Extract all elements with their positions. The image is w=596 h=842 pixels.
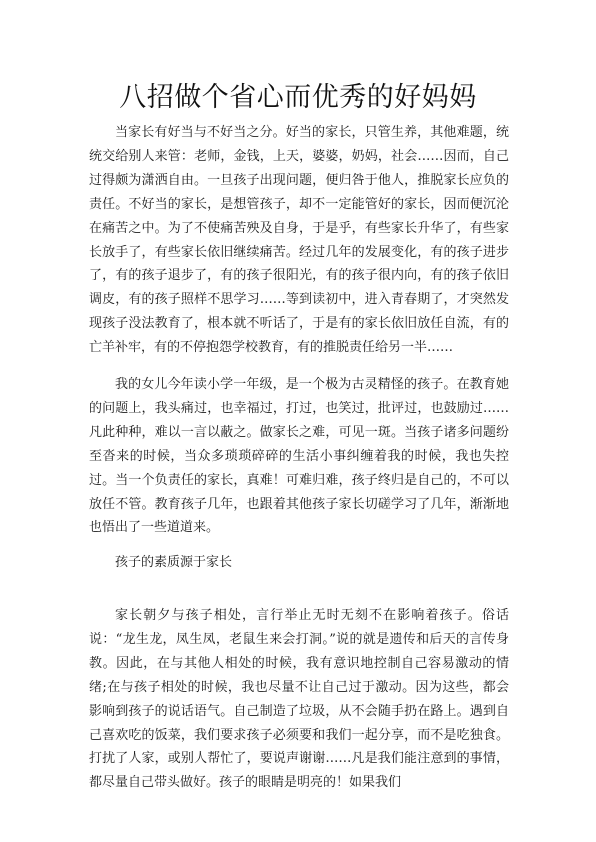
section-heading: 孩子的素质源于家长: [115, 555, 233, 570]
document-title: 八招做个省心而优秀的好妈妈: [119, 82, 477, 113]
paragraph-parent-influence: 家长朝夕与孩子相处，言行举止无时无刻不在影响着孩子。俗话说：“龙生龙，凤生凤，老鼠生来会打洞。”说的就是遗传和后天的言传身教。因此，在与其他人相处的时候，我有意识地控制自己容易激动的情绪;在与孩子相处的时候，我也尽量不让自己过于激动。因为这些，都会影响到孩子的说话语气。自己制造了垃圾，从不会随手扔在路上。遇到自己喜欢吃的饭菜，我们要求孩子必须要和我们一起分享，而不是吃独食。打扰了人家，或别人帮忙了，要说声谢谢……凡是我们能注意到的事情，都尽量自己带头做好。孩子的眼睛是明亮的！如果我们: [89, 608, 509, 791]
paragraph-intro: 当家长有好当与不好当之分。好当的家长，只管生养，其他难题，统统交给别人来管：老师，金钱，上天，婆婆，奶妈，社会……因而，自己过得颇为潇洒自由。一旦孩子出现问题，便归咎于他人，推脱家长应负的责任。不好当的家长，是想管孩子，却不一定能管好的家长，因而便沉沦在痛苦之中。为了不使痛苦殃及自身，于是乎，有些家长升华了，有些家长放手了，有些家长依旧继续痛苦。经过几年的发展变化，有的孩子进步了，有的孩子退步了，有的孩子很阳光，有的孩子很内向，有的孩子依旧调皮，有的孩子照样不思学习……等到读初中，进入青春期了，才突然发现孩子没法教育了，根本就不听话了，于是有的家长依旧放任自流，有的亡羊补牢，有的不停抱怨学校教育，有的推脱责任给另一半……: [89, 125, 509, 356]
paragraph-daughter: 我的女儿今年读小学一年级，是一个极为古灵精怪的孩子。在教育她的问题上，我头痛过，也幸福过，打过，也笑过，批评过，也鼓励过……凡此种种，难以一言以蔽之。做家长之难，可见一斑。当孩子诸多问题纷至沓来的时候，当众多琐琐碎碎的生活小事纠缠着我的时候，我也失控过。当一个负责任的家长，真难！可难归难，孩子终归是自己的，不可以放任不管。教育孩子几年，也跟着其他孩子家长切磋学习了几年，渐渐地也悟出了一些道道来。: [89, 377, 509, 536]
